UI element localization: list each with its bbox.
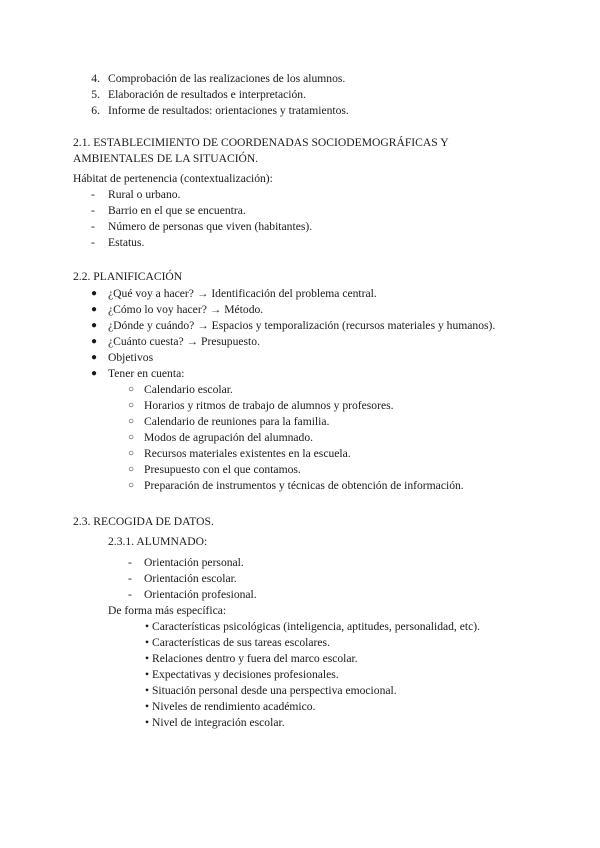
circle-marker: ○ xyxy=(128,448,135,459)
bullet-marker: ● xyxy=(91,368,98,379)
circle-marker: ○ xyxy=(128,464,135,475)
dash-marker: - xyxy=(128,556,132,569)
list-item: Comprobación de las realizaciones de los alumnos. xyxy=(108,72,346,85)
circle-marker: ○ xyxy=(128,480,135,491)
bullet-marker: ● xyxy=(91,288,98,299)
dash-marker: - xyxy=(128,572,132,585)
list-item: Tener en cuenta: xyxy=(108,367,185,380)
sub-list-item: Modos de agrupación del alumnado. xyxy=(144,431,314,444)
section-heading: 2.3. RECOGIDA DE DATOS. xyxy=(73,515,214,528)
sub-list-item: Presupuesto con el que contamos. xyxy=(144,463,301,476)
circle-marker: ○ xyxy=(128,432,135,443)
sub-list-item: Horarios y ritmos de trabajo de alumnos y profesores. xyxy=(144,399,394,412)
sub-list-item: Calendario de reuniones para la familia. xyxy=(144,415,330,428)
sub-list-item: Preparación de instrumentos y técnicas de obtención de información. xyxy=(144,479,464,492)
section-intro: Hábitat de pertenencia (contextualización): xyxy=(73,172,273,185)
specific-item: • Expectativas y decisiones profesionales. xyxy=(145,668,339,681)
bullet-marker: ● xyxy=(91,336,98,347)
list-item: Elaboración de resultados e interpretación. xyxy=(108,88,306,101)
list-item: Barrio en el que se encuentra. xyxy=(108,204,246,217)
sub-list-item: Recursos materiales existentes en la escuela. xyxy=(144,447,351,460)
circle-marker: ○ xyxy=(128,400,135,411)
list-item: Informe de resultados: orientaciones y tratamientos. xyxy=(108,104,349,117)
list-item: ¿Cómo lo voy hacer? → Método. xyxy=(108,303,264,316)
list-item: Orientación escolar. xyxy=(144,572,237,585)
sub-section-heading: 2.3.1. ALUMNADO: xyxy=(108,535,208,548)
specific-item: • Características de sus tareas escolares. xyxy=(145,636,330,649)
section-heading-cont: AMBIENTALES DE LA SITUACIÓN. xyxy=(73,152,259,165)
list-number: 4. xyxy=(91,72,100,85)
circle-marker: ○ xyxy=(128,384,135,395)
specific-item: • Situación personal desde una perspectiva emocional. xyxy=(145,684,397,697)
specific-item: • Relaciones dentro y fuera del marco escolar. xyxy=(145,652,358,665)
dash-marker: - xyxy=(128,588,132,601)
circle-marker: ○ xyxy=(128,416,135,427)
dash-marker: - xyxy=(91,188,95,201)
section-heading: 2.2. PLANIFICACIÓN xyxy=(73,270,183,283)
list-item: Objetivos xyxy=(108,351,154,364)
dash-marker: - xyxy=(91,204,95,217)
dash-marker: - xyxy=(91,220,95,233)
list-item: Estatus. xyxy=(108,236,145,249)
list-item: ¿Cuánto cuesta? → Presupuesto. xyxy=(108,335,260,348)
list-item: Orientación profesional. xyxy=(144,588,257,601)
dash-marker: - xyxy=(91,236,95,249)
specific-item: • Niveles de rendimiento académico. xyxy=(145,700,316,713)
list-number: 6. xyxy=(91,104,100,117)
bullet-marker: ● xyxy=(91,320,98,331)
list-item: Rural o urbano. xyxy=(108,188,181,201)
specific-intro: De forma más específica: xyxy=(108,604,227,617)
section-heading: 2.1. ESTABLECIMIENTO DE COORDENADAS SOCIODEMOGRÁFICAS Y xyxy=(73,136,449,149)
specific-item: • Características psicológicas (inteligencia, aptitudes, personalidad, etc). xyxy=(145,620,481,633)
sub-list-item: Calendario escolar. xyxy=(144,383,233,396)
list-item: ¿Qué voy a hacer? → Identificación del problema central. xyxy=(108,287,377,300)
bullet-marker: ● xyxy=(91,304,98,315)
specific-item: • Nivel de integración escolar. xyxy=(145,716,285,729)
list-item: Número de personas que viven (habitantes). xyxy=(108,220,313,233)
list-item: Orientación personal. xyxy=(144,556,244,569)
list-number: 5. xyxy=(91,88,100,101)
list-item: ¿Dónde y cuándo? → Espacios y temporalización (recursos materiales y humanos). xyxy=(108,319,496,332)
bullet-marker: ● xyxy=(91,352,98,363)
